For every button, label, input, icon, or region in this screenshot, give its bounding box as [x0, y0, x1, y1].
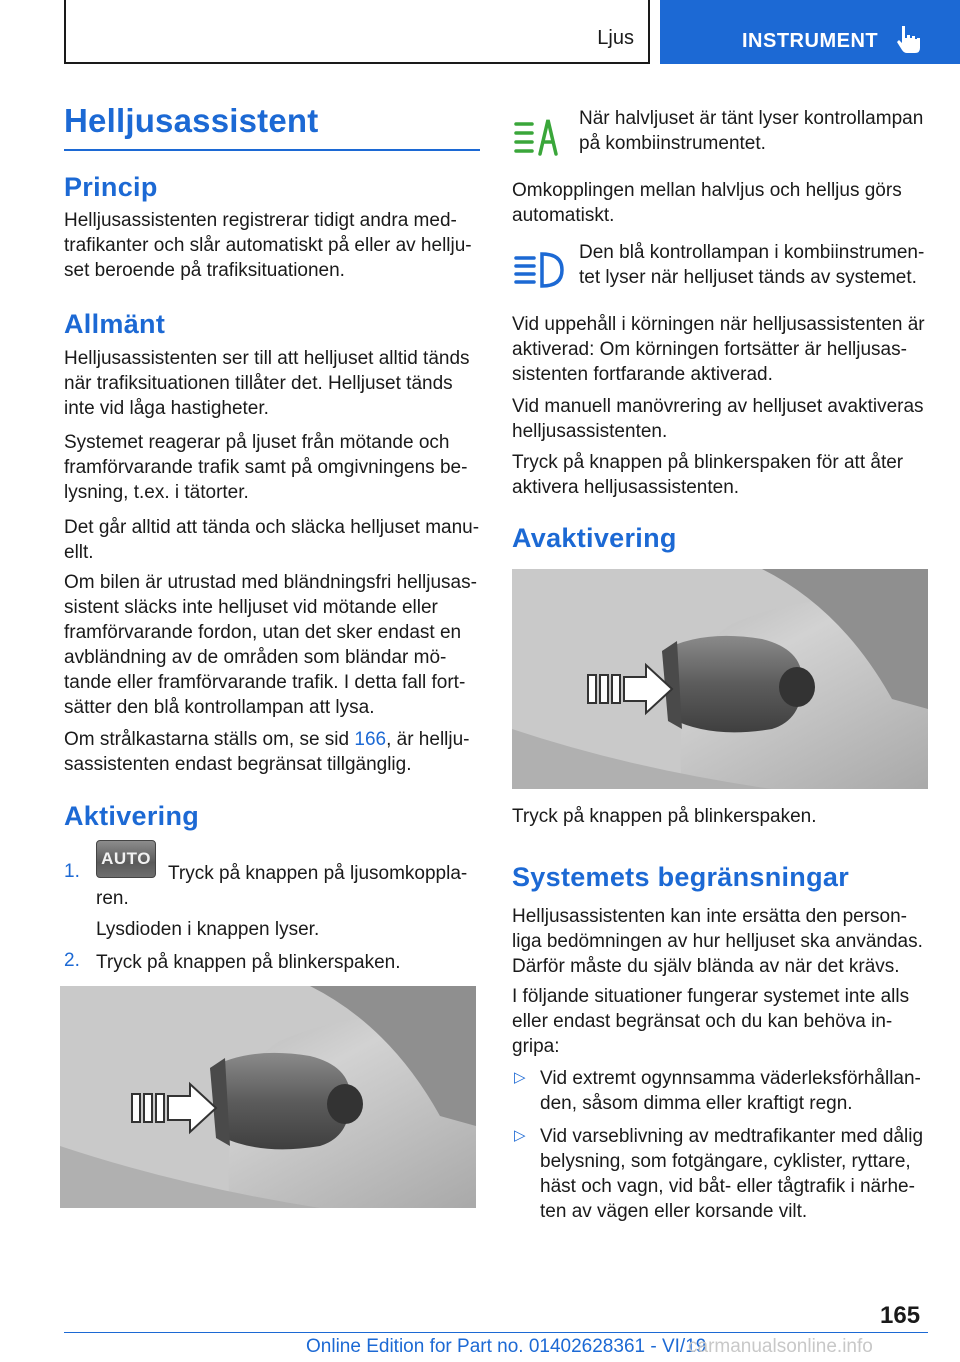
hold-text — [512, 312, 925, 387]
text-span: , är hellju- — [386, 729, 470, 750]
limits-bullet-1 — [540, 1066, 921, 1116]
header-section-box — [64, 0, 650, 64]
step2-text: Tryck på knappen på blinkerspaken. — [96, 952, 401, 973]
text-line: när trafiksituationen tillåter det. Helljuset tänds — [64, 373, 453, 394]
allmant-p5 — [64, 727, 470, 777]
text-line: eller endast begränsat och du kan behöva in- — [512, 1011, 893, 1032]
text-line: När halvljuset är tänt lyser kontrollampan — [579, 108, 924, 129]
text-line: sätter den blå kontrollampan att lysa. — [64, 697, 375, 718]
text-line: Vid extremt ogynnsamma väderleksförhållan- — [540, 1068, 921, 1089]
text-line: Vid manuell manövrering av helljuset avaktiveras — [512, 396, 924, 417]
indicator2-text — [579, 240, 924, 290]
text-line: Tryck på knappen på blinkerspaken för att åter — [512, 452, 904, 473]
text-line — [64, 727, 470, 752]
text-line: tet lyser när helljuset tänds av systemet. — [579, 267, 917, 288]
step1-note: Lysdioden i knappen lyser. — [96, 919, 320, 940]
text-line: automatiskt. — [512, 205, 615, 226]
text-line: häst och vagn, vid båt- eller tågtrafik i närhe- — [540, 1176, 915, 1197]
step-number: 2. — [64, 950, 80, 971]
text-line: sistent släcks inte helljuset vid mötande eller — [64, 597, 438, 618]
footer-edition: Online Edition for Part no. 01402628361 - VI/19 — [306, 1336, 707, 1357]
text-line: Därför måste du själv blända av när det krävs. — [512, 956, 900, 977]
avaktivering-caption: Tryck på knappen på blinkerspaken. — [512, 806, 817, 827]
allmant-p3 — [64, 515, 479, 565]
header-chapter-label: INSTRUMENT — [742, 30, 879, 52]
page-title: Helljusassistent — [64, 102, 319, 139]
page-number: 165 — [880, 1302, 921, 1329]
bullet-triangle-icon: ▷ — [514, 1127, 526, 1144]
text-line: Helljusassistenten kan inte ersätta den person- — [512, 906, 908, 927]
allmant-p4 — [64, 570, 477, 720]
text-line: Helljusassistenten registrerar tidigt andra med- — [64, 210, 457, 231]
text-line: framförvarande trafik samt på omgivningens be- — [64, 457, 468, 478]
pointing-hand-icon — [896, 24, 922, 54]
bullet-triangle-icon: ▷ — [514, 1069, 526, 1086]
switch-text — [512, 178, 902, 228]
text-line: Det går alltid att tända och släcka helljuset manu- — [64, 517, 480, 538]
page-link-166[interactable]: 166 — [354, 729, 387, 750]
text-line: set beroende på trafiksituationen. — [64, 260, 345, 281]
text-span: Om strålkastarna ställs om, se sid — [64, 729, 355, 750]
text-line: ten av vägen eller korsande vilt. — [540, 1201, 808, 1222]
heading-allmant: Allmänt — [64, 309, 166, 339]
text-line: sistenten fortfarande aktiverad. — [512, 364, 773, 385]
limits-bullet-2 — [540, 1124, 923, 1224]
manual-text — [512, 394, 924, 444]
text-line: framförvarande fordon, utan det sker endast en — [64, 622, 462, 643]
limits-p1 — [512, 904, 923, 979]
limits-p2 — [512, 984, 909, 1059]
footer-rule — [64, 1332, 928, 1333]
text-line: Vid varseblivning av medtrafikanter med dålig — [540, 1126, 924, 1147]
footer-watermark: carmanualsonline.info — [688, 1336, 873, 1357]
press-text — [512, 450, 903, 500]
text-line: lysning, t.ex. i tätorter. — [64, 482, 249, 503]
text-line: tande eller framförvarande trafik. I detta fall fort- — [64, 672, 466, 693]
allmant-p1 — [64, 346, 470, 421]
text-line: den, såsom dimma eller kraftigt regn. — [540, 1093, 853, 1114]
text-line: avbländning av de områden som bländar mö- — [64, 647, 447, 668]
step-number: 1. — [64, 861, 80, 882]
indicator1-text — [579, 106, 923, 156]
text-line: Den blå kontrollampan i kombiinstrumen- — [579, 242, 925, 263]
high-beam-blue-icon — [512, 250, 566, 290]
heading-aktivering: Aktivering — [64, 801, 200, 831]
heading-princip: Princip — [64, 172, 158, 202]
text-line: Om bilen är utrustad med bländningsfri helljusas- — [64, 572, 477, 593]
header-section-title: Ljus — [597, 27, 634, 49]
step1-text: Tryck på knappen på ljusomkoppla- — [168, 863, 468, 884]
princip-text — [64, 208, 472, 283]
text-line: aktivera helljusassistenten. — [512, 477, 740, 498]
text-line: ellt. — [64, 542, 94, 563]
stalk-button-photo — [60, 986, 476, 1208]
text-line: inte vid låga hastigheter. — [64, 398, 269, 419]
stalk-button-photo-2 — [512, 569, 928, 789]
text-line: gripa: — [512, 1036, 560, 1057]
title-rule — [64, 149, 480, 151]
text-line: Systemet reagerar på ljuset från mötande och — [64, 432, 450, 453]
text-line: aktiverad: Om körningen fortsätter är helljusas- — [512, 339, 907, 360]
stalk-illustration — [512, 569, 928, 789]
heading-limits: Systemets begränsningar — [512, 862, 850, 892]
heading-avaktivering: Avaktivering — [512, 523, 677, 553]
text-line: trafikanter och slår automatiskt på eller av hellju- — [64, 235, 472, 256]
header-chapter-tab[interactable] — [660, 0, 960, 64]
stalk-illustration — [60, 986, 476, 1208]
auto-button-image: AUTO — [96, 840, 156, 878]
allmant-p2 — [64, 430, 467, 505]
text-line: på kombiinstrumentet. — [579, 133, 766, 154]
step1-text-cont: ren. — [96, 888, 129, 909]
text-line: Helljusassistenten ser till att helljuset alltid tänds — [64, 348, 470, 369]
text-line: sassistenten endast begränsat tillgänglig. — [64, 754, 412, 775]
text-line: I följande situationer fungerar systemet inte alls — [512, 986, 910, 1007]
text-line: liga bedömningen av hur helljuset ska användas. — [512, 931, 923, 952]
text-line: Omkopplingen mellan halvljus och helljus görs — [512, 180, 902, 201]
text-line: Vid uppehåll i körningen när helljusassistenten är — [512, 314, 925, 335]
text-line: helljusassistenten. — [512, 421, 668, 442]
low-beam-assist-green-icon — [512, 116, 562, 158]
text-line: belysning, som fotgängare, cyklister, ryttare, — [540, 1151, 911, 1172]
